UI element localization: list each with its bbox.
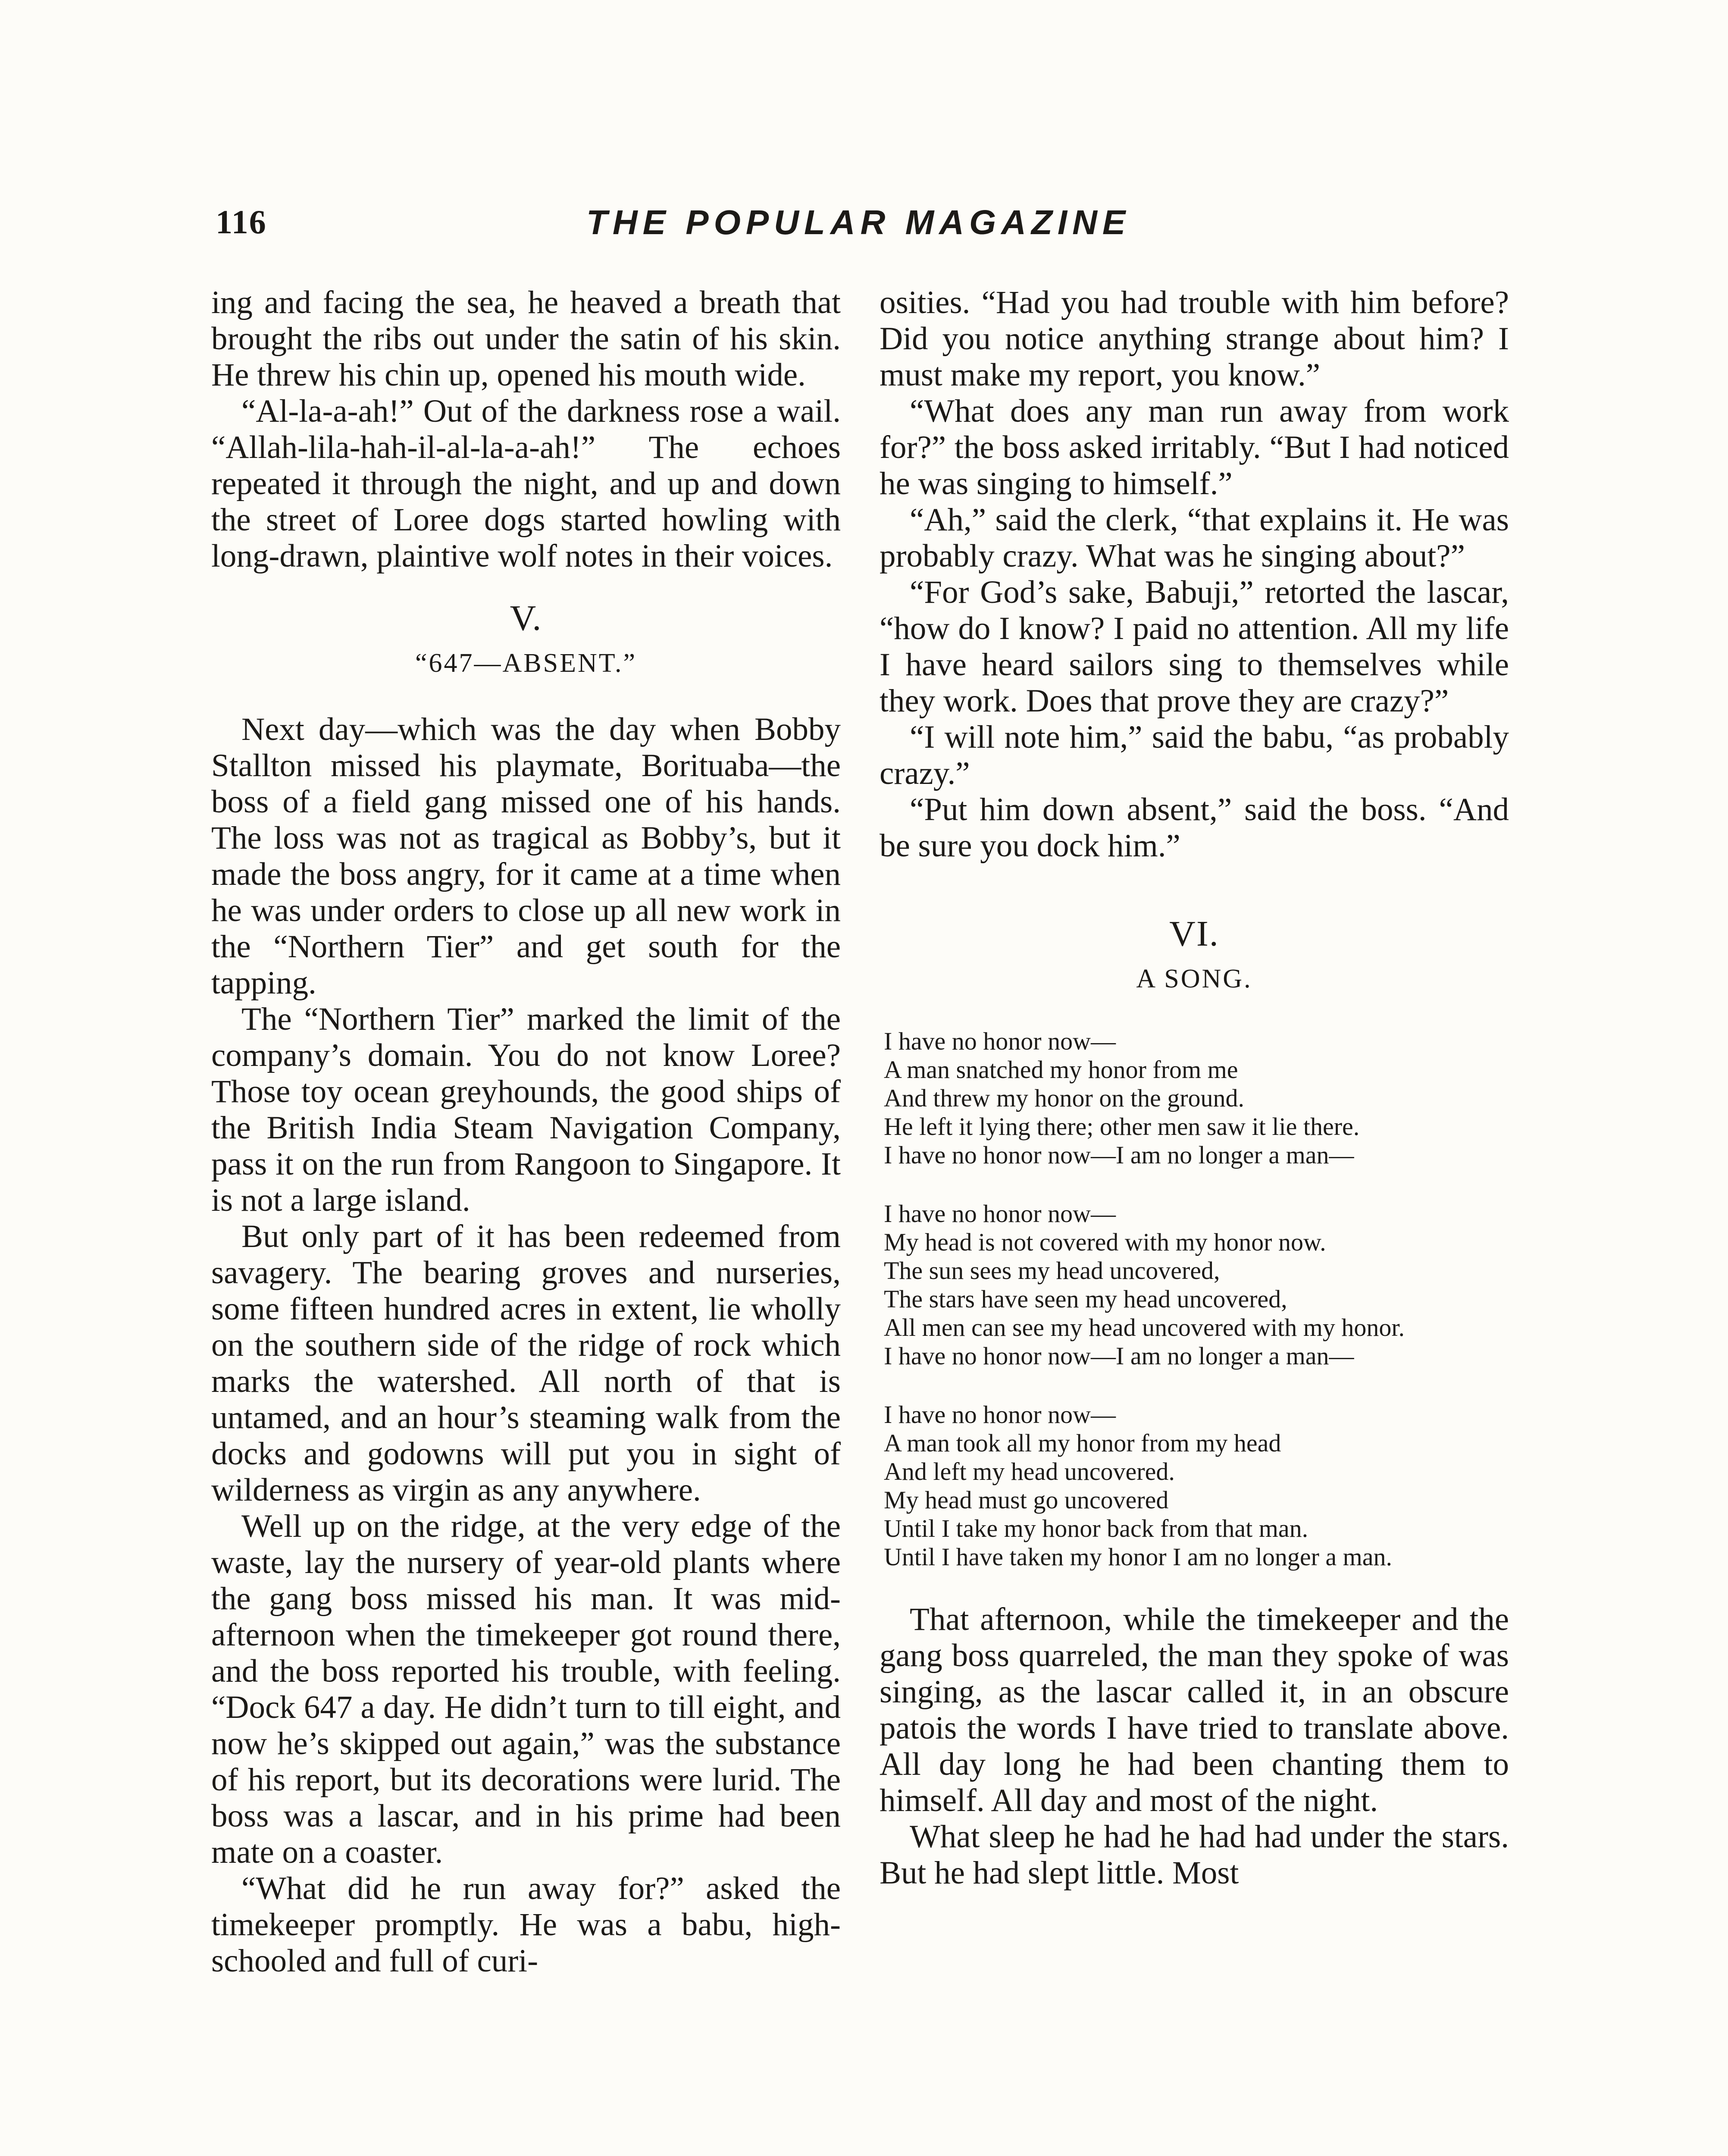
paragraph: That afternoon, while the timekeeper and the gang boss quarreled, the man they spoke of was singing, as the lascar called it, in an obscure patois the words I have tried to translate above. All day long he had been chanting them to himself. All day and most of the night.: [880, 1601, 1509, 1818]
poem-line: My head is not covered with my honor now.: [884, 1228, 1326, 1256]
poem-line: I have no honor now—: [884, 1401, 1116, 1429]
paragraph: ing and facing the sea, he heaved a breath that brought the ribs out under the satin of his skin. He threw his chin up, opened his mouth wide.: [211, 285, 841, 393]
paragraph: “For God’s sake, Babuji,” retorted the lascar, “how do I know? I paid no attention. All my life I have heard sailors sing to themselves while they work. Does that prove they are crazy?”: [880, 574, 1509, 719]
paragraph: “Put him down absent,” said the boss. “And be sure you dock him.”: [880, 792, 1509, 864]
poem-line: And left my head uncovered.: [884, 1457, 1175, 1485]
paragraph: “Al-la-a-ah!” Out of the darkness rose a wail. “Allah-lila-hah-il-al-la-a-ah!” The echoes repeated it through the night, and up and down the street of Loree dogs started howling with long-drawn, plaintive wolf notes in their voices.: [211, 393, 841, 574]
poem-line: I have no honor now—: [884, 1027, 1116, 1055]
paragraph: “I will note him,” said the babu, “as probably crazy.”: [880, 719, 1509, 791]
poem-line: Until I take my honor back from that man.: [884, 1514, 1309, 1542]
paragraph: “What did he run away for?” asked the timekeeper promptly. He was a babu, high-schooled and full of curi-: [211, 1871, 841, 1979]
poem-line: A man snatched my honor from me: [884, 1056, 1238, 1084]
poem-line: Until I have taken my honor I am no longer a man.: [884, 1543, 1393, 1571]
poem-stanza: [884, 1027, 1509, 1169]
poem-line: The sun sees my head uncovered,: [884, 1257, 1220, 1285]
paragraph: Well up on the ridge, at the very edge of the waste, lay the nursery of year-old plants where the gang boss missed his man. It was mid-afternoon when the timekeeper got round there, and the boss reported his trouble, with feeling. “Dock 647 a day. He didn’t turn to till eight, and now he’s skipped out again,” was the substance of his report, but its decorations were lurid. The boss was a lascar, and in his prime had been mate on a coaster.: [211, 1508, 841, 1870]
poem-line: He left it lying there; other men saw it lie there.: [884, 1112, 1360, 1141]
paragraph: “What does any man run away from work for?” the boss asked irritably. “But I had noticed he was singing to himself.”: [880, 393, 1509, 501]
running-title: THE POPULAR MAGAZINE: [586, 203, 1131, 241]
page-header: [207, 203, 1587, 263]
right-column: [880, 285, 1509, 1891]
poem-stanza: [884, 1200, 1509, 1370]
poem-stanza: [884, 1401, 1509, 1571]
paragraph: Next day—which was the day when Bobby Stallton missed his playmate, Borituaba—the boss of a field gang missed one of his hands. The loss was not as tragical as Bobby’s, but it made the boss angry, for it came at a time when he was under orders to close up all new work in the “Northern Tier” and get south for the tapping.: [211, 711, 841, 1001]
section-title: A SONG.: [1136, 964, 1252, 993]
paragraph: “Ah,” said the clerk, “that explains it. He was probably crazy. What was he singing about?”: [880, 502, 1509, 574]
poem-line: All men can see my head uncovered with my honor.: [884, 1313, 1405, 1341]
poem-line: I have no honor now—: [884, 1200, 1116, 1228]
paragraph: osities. “Had you had trouble with him before? Did you notice anything strange about him? I must make my report, you know.”: [880, 285, 1509, 393]
paragraph: But only part of it has been redeemed from savagery. The bearing groves and nurseries, some fifteen hundred acres in extent, lie wholly on the southern side of the ridge of rock which marks the watershed. All north of that is untamed, and an hour’s steaming walk from the docks and godowns will put you in sight of wilderness as virgin as any anywhere.: [211, 1219, 841, 1508]
poem-line: My head must go uncovered: [884, 1486, 1169, 1514]
section-number: V.: [510, 598, 542, 638]
left-column: [211, 285, 841, 1979]
paragraph: The “Northern Tier” marked the limit of the company’s domain. You do not know Loree? Those toy ocean greyhounds, the good ships of the British India Steam Navigation Company, pass it on the run from Rangoon to Singapore. It is not a large island.: [211, 1001, 841, 1218]
poem-line: I have no honor now—I am no longer a man—: [884, 1141, 1354, 1169]
poem-line: And threw my honor on the ground.: [884, 1084, 1245, 1112]
poem-line: The stars have seen my head uncovered,: [884, 1285, 1287, 1313]
section-number: VI.: [1169, 914, 1219, 954]
poem-line: I have no honor now—I am no longer a man—: [884, 1342, 1354, 1370]
paragraph: What sleep he had he had had under the stars. But he had slept little. Most: [880, 1819, 1509, 1891]
section-title: “647—ABSENT.”: [415, 649, 637, 678]
page-number: 116: [216, 203, 267, 241]
poem-line: A man took all my honor from my head: [884, 1429, 1281, 1457]
song-poem: [884, 1027, 1509, 1571]
